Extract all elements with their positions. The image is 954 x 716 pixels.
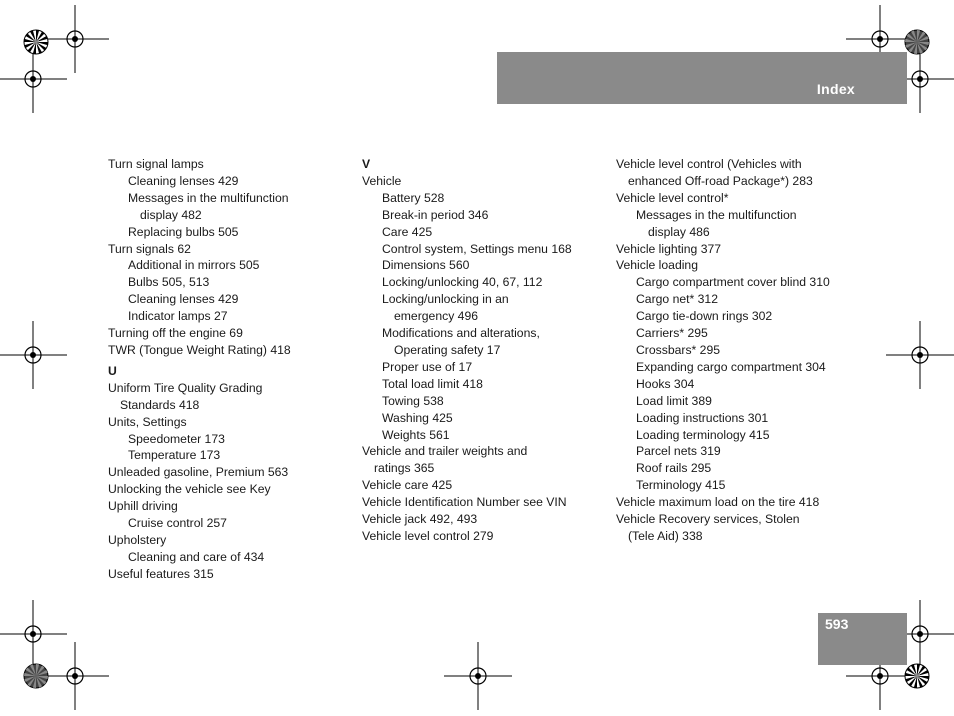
index-entry: Carriers* 295 — [636, 326, 708, 341]
index-entry: Cleaning and care of 434 — [128, 549, 265, 564]
index-column-2 — [362, 156, 607, 545]
index-entry: Cleaning lenses 429 — [128, 292, 239, 307]
index-entry: Bulbs 505, 513 — [128, 275, 210, 290]
index-entry: Useful features 315 — [108, 566, 214, 581]
index-entry: Loading instructions 301 — [636, 410, 769, 425]
index-entry: Loading terminology 415 — [636, 427, 770, 442]
index-entry: Weights 561 — [382, 427, 450, 442]
index-entry: Units, Settings — [108, 414, 187, 429]
crosshair-mark — [917, 352, 923, 358]
index-entry: Uniform Tire Quality Grading — [108, 380, 263, 395]
index-entry: Replacing bulbs 505 — [128, 224, 239, 239]
index-entry: Temperature 173 — [128, 448, 221, 463]
index-entry: Total load limit 418 — [382, 376, 483, 391]
index-entry: Standards 418 — [120, 397, 200, 412]
crosshair-mark — [917, 76, 923, 82]
index-entry: Turn signal lamps — [108, 157, 204, 171]
index-entry: Modifications and alterations, — [382, 326, 540, 341]
index-entry: Vehicle care 425 — [362, 478, 453, 493]
index-entry: Unlocking the vehicle see Key — [108, 482, 271, 497]
index-entry: Cargo net* 312 — [636, 292, 718, 307]
index-entry: Messages in the multifunction — [128, 190, 289, 205]
index-entry: Crossbars* 295 — [636, 342, 720, 357]
index-entry: Unleaded gasoline, Premium 563 — [108, 465, 289, 480]
index-entry: Control system, Settings menu 168 — [382, 241, 572, 256]
index-entry: Indicator lamps 27 — [128, 309, 228, 324]
crosshair-mark — [72, 673, 78, 679]
index-entry: Vehicle level control* — [616, 190, 729, 205]
index-entry: Parcel nets 319 — [636, 444, 721, 459]
index-entry: Uphill driving — [108, 499, 178, 514]
index-entry: Cruise control 257 — [128, 516, 227, 531]
index-entry: Washing 425 — [382, 410, 453, 425]
index-entry: Vehicle Identification Number see VIN — [362, 495, 567, 510]
index-entry: Vehicle and trailer weights and — [362, 444, 528, 459]
index-column-3 — [616, 156, 856, 545]
index-entry: Turning off the engine 69 — [108, 326, 243, 341]
index-entry: Operating safety 17 — [394, 342, 501, 357]
index-entry: Towing 538 — [382, 393, 444, 408]
index-entry: ratings 365 — [374, 461, 435, 476]
index-entry: Locking/unlocking 40, 67, 112 — [382, 275, 543, 290]
index-entry: Dimensions 560 — [382, 258, 470, 273]
crosshair-mark — [475, 673, 481, 679]
index-entry: display 482 — [140, 207, 202, 222]
page-number-box — [818, 613, 907, 665]
index-entry: Vehicle level control 279 — [362, 528, 494, 543]
index-entry: Vehicle jack 492, 493 — [362, 512, 478, 527]
index-entry: display 486 — [648, 224, 710, 239]
index-column-1 — [108, 156, 353, 583]
index-entry: Hooks 304 — [636, 376, 695, 391]
index-entry: enhanced Off-road Package*) 283 — [628, 173, 813, 188]
index-entry: Vehicle lighting 377 — [616, 241, 722, 256]
index-entry: Vehicle loading — [616, 258, 698, 273]
crosshair-mark — [30, 631, 36, 637]
index-entry: Vehicle level control (Vehicles with — [616, 157, 802, 171]
section-title: Index — [816, 81, 855, 97]
crosshair-mark — [877, 673, 883, 679]
index-entry: Care 425 — [382, 224, 433, 239]
index-entry: Load limit 389 — [636, 393, 712, 408]
crosshair-mark — [30, 76, 36, 82]
index-entry: Expanding cargo compartment 304 — [636, 359, 826, 374]
index-letter-heading: V — [362, 157, 371, 171]
index-entry: Speedometer 173 — [128, 431, 225, 446]
crosshair-mark — [72, 36, 78, 42]
index-entry: Vehicle maximum load on the tire 418 — [616, 495, 820, 510]
index-entry: Messages in the multifunction — [636, 207, 797, 222]
index-entry: Turn signals 62 — [108, 241, 191, 256]
index-entry: Terminology 415 — [636, 478, 726, 493]
crosshair-mark — [917, 631, 923, 637]
crosshair-mark — [877, 36, 883, 42]
index-entry: Roof rails 295 — [636, 461, 712, 476]
index-entry: Battery 528 — [382, 190, 445, 205]
index-entry: TWR (Tongue Weight Rating) 418 — [108, 342, 291, 357]
index-letter-heading: U — [108, 363, 117, 378]
index-entry: Additional in mirrors 505 — [128, 258, 260, 273]
index-entry: Vehicle Recovery services, Stolen — [616, 512, 800, 527]
index-entry: Cargo tie-down rings 302 — [636, 309, 773, 324]
index-entry: Cargo compartment cover blind 310 — [636, 275, 830, 290]
crosshair-mark — [30, 352, 36, 358]
index-entry: Break-in period 346 — [382, 207, 489, 222]
index-entry: Upholstery — [108, 532, 167, 547]
section-header-bar — [497, 52, 907, 104]
index-entry: Cleaning lenses 429 — [128, 173, 239, 188]
index-entry: Proper use of 17 — [382, 359, 473, 374]
page-number: 593 — [825, 616, 849, 632]
index-entry: (Tele Aid) 338 — [628, 528, 703, 543]
index-entry: Locking/unlocking in an — [382, 292, 509, 307]
index-entry: Vehicle — [362, 173, 402, 188]
index-entry: emergency 496 — [394, 309, 479, 324]
